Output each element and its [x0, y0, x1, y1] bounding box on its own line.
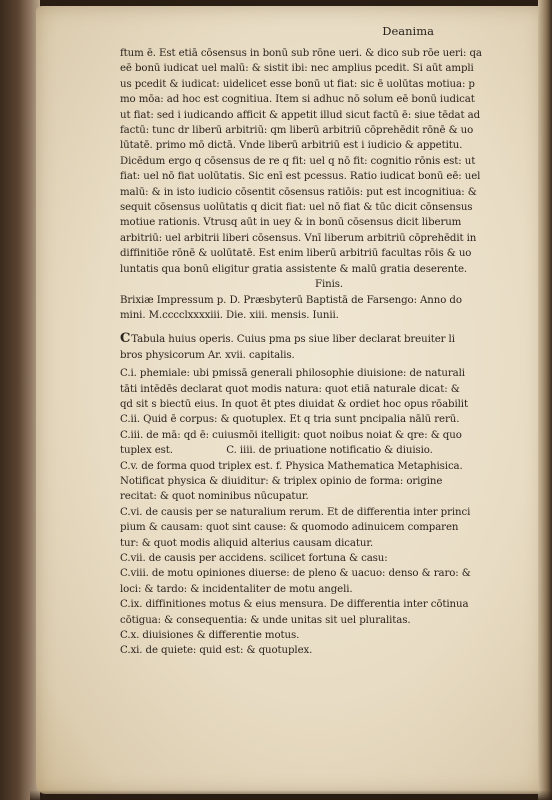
chapter-line: C.v. de forma quod triplex est. f. Physica Mathematica Metaphisica.: [120, 460, 463, 472]
text-line: Dicēdum ergo q cōsensus de re q fit: uel q nō fit: cognitio rōnis est: ut: [120, 155, 476, 167]
colophon-line: mini. M.cccclxxxxiii. Die. xiii. mensis. Iunii.: [120, 309, 339, 321]
text-line: factū: tunc dr liberū arbitriū: qm liberū arbitriū cōprehēdit rōnē & uo: [120, 125, 474, 137]
colophon: [120, 293, 538, 324]
text-line: us pcedit & iudicat: uidelicet esse bonū ut fiat: sic ē uolūtas motiua: p: [120, 78, 475, 90]
binding-edge: [0, 0, 40, 800]
chapter-line: tur: & quot modis aliquid alterius causam dicatur.: [120, 537, 374, 549]
table-of-chapters: [120, 366, 538, 659]
text-line: fiat: uel nō fiat uolūtatis. Sic enī est pcessus. Ratio iudicat bonū eē: uel: [120, 171, 481, 183]
text-line: diffinitiōe rōnē & uolūtatē. Est enim liberū arbitriū facultas rōis & uo: [120, 248, 472, 260]
page-fore-edge: [538, 0, 552, 800]
text-line: arbitriū: uel arbitrii liberi cōsensus. Vnī liberum arbitriū cōprehēdit in: [120, 232, 477, 244]
chapter-line: C.ix. diffinitiones motus & eius mensura. De differentia inter cōtinua: [120, 599, 469, 611]
chapter-line: Notificat physica & diuiditur: & triplex opinio de forma: origine: [120, 475, 443, 487]
text-line: luntatis qua bonū eligitur gratia assistente & malū gratia deserente.: [120, 263, 468, 275]
text-line: mo mōa: ad hoc est cognitiua. Item si adhuc nō solum eē bonū iudicat: [120, 94, 475, 106]
text-line: ftum ē. Est etiā cōsensus in bonū sub rōne ueri. & dico sub rōe ueri: qa: [120, 48, 482, 59]
table-intro-text: Tabula huius operis. Cuius pma ps siue liber declarat breuiter li: [131, 334, 455, 346]
chapter-line: loci: & tardo: & incidentaliter de motu angeli.: [120, 583, 353, 595]
table-intro-line: [120, 331, 538, 347]
chapter-line: pium & causam: quot sint cause: & quomodo adinuicem comparen: [120, 522, 459, 534]
main-text: [120, 46, 538, 277]
chapter-line: C.vi. de causis per se naturalium rerum. Et de differentia inter princi: [120, 506, 471, 518]
chapter-line: tuplex est. C. iiii. de priuatione notificatio & diuisio.: [120, 445, 433, 457]
text-line: sequit cōsensus uolūtatis q dicit fiat: uel nō fiat & tūc dicit cōnsensus: [120, 202, 473, 214]
bottom-shadow: [30, 790, 552, 800]
chapter-line: recitat: & quot nominibus nūcupatur.: [120, 491, 309, 503]
chapter-line: C.vii. de causis per accidens. scilicet fortuna & casu:: [120, 553, 388, 564]
text-line: lūtatē. primo mō dictā. Vnde liberū arbitriū est i iudicio & appetitu.: [120, 140, 463, 152]
running-head: Deanima: [382, 24, 434, 38]
chapter-line: tāti intēdēs declarat quot modis natura: quot etiā naturale dicat: &: [120, 383, 460, 395]
chapter-line: cōtigua: & consequentia: & unde unitas sit uel pluralitas.: [120, 614, 411, 626]
text-line: motiue rationis. Vtrusq aūt in uey & in bonū cōsensus dicit liberum: [120, 217, 462, 229]
table-intro-line: bros physicorum Ar. xvii. capitalis.: [120, 349, 295, 361]
chapter-line: C.x. diuisiones & differentie motus.: [120, 630, 300, 642]
table-intro: [120, 331, 538, 363]
chapter-line: qd sit s biectū eius. In quot ēt ptes diuidat & ordiet hoc opus rōabilit: [120, 398, 468, 410]
chapter-line: C.viii. de motu opiniones diuerse: de pleno & uacuo: denso & raro: &: [120, 568, 471, 580]
chapter-line: C.ii. Quid ē corpus: & quotuplex. Et q tria sunt pncipalia nālū rerū.: [120, 414, 460, 426]
text-line: ut fiat: sed i iudicando afficit & appetit illud sicut factū ē: siue tēdat ad: [120, 109, 480, 121]
chapter-line: C.xi. de quiete: quid est: & quotuplex.: [120, 645, 313, 657]
colophon-line: Brixiæ Impressum p. D. Præsbyterū Baptistā de Farsengo: Anno do: [120, 294, 462, 306]
chapter-line: C.i. phemiale: ubi pmissā generali philosophie diuisione: de naturali: [120, 368, 465, 380]
chapter-line: C.iii. de mā: qd ē: cuiusmōi itelligit: quot noibus noiat & qre: & quo: [120, 429, 462, 441]
text-line: malū: & in isto iudicio cōsentit cōsensus ratiōis: put est incognitiua: &: [120, 186, 477, 198]
text-line: eē bonū iudicat uel malū: & sistit ibi: nec amplius pcedit. Si aūt ampli: [120, 63, 474, 75]
spacer: [120, 323, 538, 331]
page-text-block: [120, 24, 538, 659]
initial-letter: C: [120, 331, 131, 347]
finis: Finis.: [314, 279, 343, 291]
